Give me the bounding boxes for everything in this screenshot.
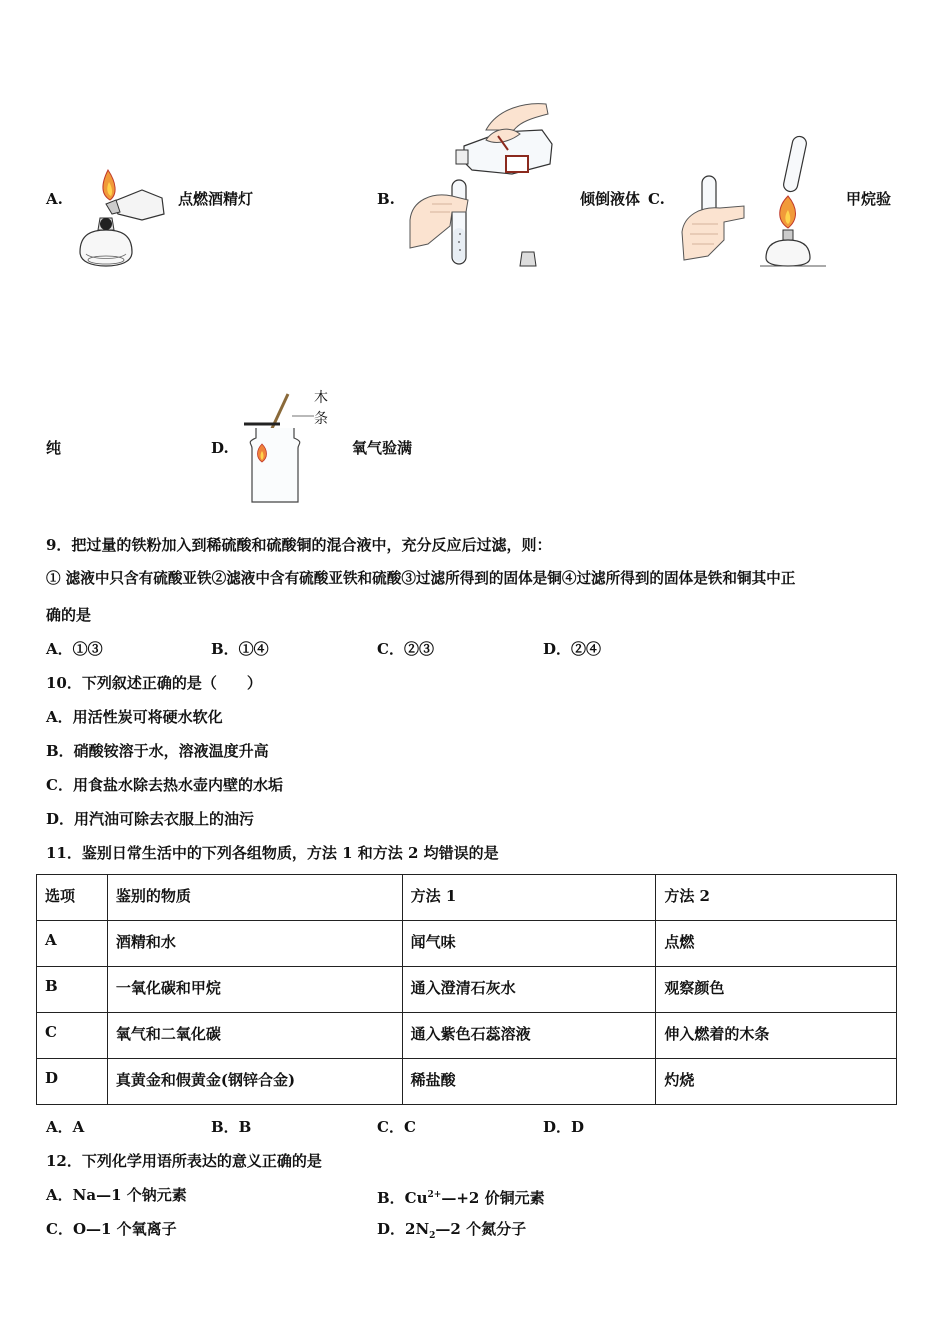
- stick-label-1: 木: [314, 390, 328, 406]
- table-cell: 通入紫色石蕊溶液: [402, 1013, 656, 1059]
- q8-c-text-part2: 纯: [46, 439, 62, 457]
- q8-a-text: 点燃酒精灯: [178, 190, 254, 208]
- alcohol-lamp-lighting-illustration: [72, 168, 172, 273]
- table-cell: 真黄金和假黄金(钢锌合金): [107, 1059, 402, 1105]
- q8-c-label: C.: [648, 190, 665, 208]
- table-row: [37, 1059, 897, 1105]
- q10-option-b[interactable]: B．硝酸铵溶于水，溶液温度升高: [46, 742, 269, 760]
- header-cell: 方法 1: [402, 875, 656, 921]
- q8-d-text: 氧气验满: [352, 439, 413, 457]
- table-cell: B: [37, 967, 108, 1013]
- q9-option-d[interactable]: D．②④: [543, 640, 602, 658]
- q11-option-b[interactable]: B．B: [211, 1118, 252, 1136]
- table-header-row: [37, 875, 897, 921]
- q8-b-text: 倾倒液体: [580, 190, 641, 208]
- table-cell: 氧气和二氧化碳: [107, 1013, 402, 1059]
- stick-label-2: 条: [314, 411, 328, 427]
- q12-d-suffix: —2 个氮分子: [435, 1220, 527, 1238]
- table-row: [37, 1013, 897, 1059]
- q8-d-label: D.: [211, 439, 229, 457]
- q9-statements-line2: 确的是: [46, 606, 92, 624]
- q9-stem: 9．把过量的铁粉加入到稀硫酸和硫酸铜的混合液中，充分反应后过滤，则：: [46, 536, 552, 554]
- oxygen-full-test-illustration: [240, 388, 310, 506]
- pouring-liquid-illustration: [402, 100, 582, 280]
- header-cell: 鉴别的物质: [107, 875, 402, 921]
- table-row: [37, 921, 897, 967]
- q9-option-c[interactable]: C．②③: [377, 640, 434, 658]
- methane-purity-test-illustration: [678, 132, 828, 272]
- table-cell: 点燃: [656, 921, 897, 967]
- table-cell: 闻气味: [402, 921, 656, 967]
- q12-d-subscript: 2: [429, 1231, 436, 1241]
- table-cell: 稀盐酸: [402, 1059, 656, 1105]
- q8-b-label: B.: [377, 190, 395, 208]
- q11-stem: 11．鉴别日常生活中的下列各组物质，方法 1 和方法 2 均错误的是: [46, 844, 499, 862]
- q12-d-prefix: D．2N: [377, 1220, 430, 1238]
- q12-option-b[interactable]: [377, 1185, 545, 1208]
- q9-statements-line1: ① 滤液中只含有硫酸亚铁②滤液中含有硫酸亚铁和硫酸③过滤所得到的固体是铜④过滤所得到的固体是铁和铜其中正: [46, 570, 796, 587]
- table-cell: 灼烧: [656, 1059, 897, 1105]
- table-cell: 伸入燃着的木条: [656, 1013, 897, 1059]
- q12-b-prefix: B．Cu: [377, 1189, 428, 1207]
- table-cell: C: [37, 1013, 108, 1059]
- table-cell: A: [37, 921, 108, 967]
- header-cell: 方法 2: [656, 875, 897, 921]
- q12-option-c[interactable]: C．O—1 个氧离子: [46, 1220, 177, 1238]
- q8-a-label: A.: [46, 190, 63, 208]
- q10-option-c[interactable]: C．用食盐水除去热水壶内壁的水垢: [46, 776, 283, 794]
- q12-stem: 12．下列化学用语所表达的意义正确的是: [46, 1152, 322, 1170]
- header-cell: 选项: [37, 875, 108, 921]
- q9-option-b[interactable]: B．①④: [211, 640, 269, 658]
- q11-table: [36, 874, 897, 1105]
- q11-option-a[interactable]: A．A: [46, 1118, 85, 1136]
- q12-b-superscript: 2+: [427, 1190, 442, 1200]
- q10-option-d[interactable]: D．用汽油可除去衣服上的油污: [46, 810, 255, 828]
- q12-option-d[interactable]: [377, 1219, 526, 1246]
- table-cell: 酒精和水: [107, 921, 402, 967]
- table-cell: D: [37, 1059, 108, 1105]
- q11-option-d[interactable]: D．D: [543, 1118, 585, 1136]
- q8-c-text-part1: 甲烷验: [846, 190, 892, 208]
- q9-option-a[interactable]: A．①③: [46, 640, 103, 658]
- q12-option-a[interactable]: A．Na—1 个钠元素: [46, 1186, 187, 1204]
- table-cell: 通入澄清石灰水: [402, 967, 656, 1013]
- table-row: [37, 967, 897, 1013]
- q10-option-a[interactable]: A．用活性炭可将硬水软化: [46, 708, 223, 726]
- q11-option-c[interactable]: C．C: [377, 1118, 416, 1136]
- q10-stem: 10．下列叙述正确的是（ ）: [46, 674, 262, 692]
- q12-b-suffix: —+2 价铜元素: [441, 1189, 545, 1207]
- table-cell: 观察颜色: [656, 967, 897, 1013]
- table-cell: 一氧化碳和甲烷: [107, 967, 402, 1013]
